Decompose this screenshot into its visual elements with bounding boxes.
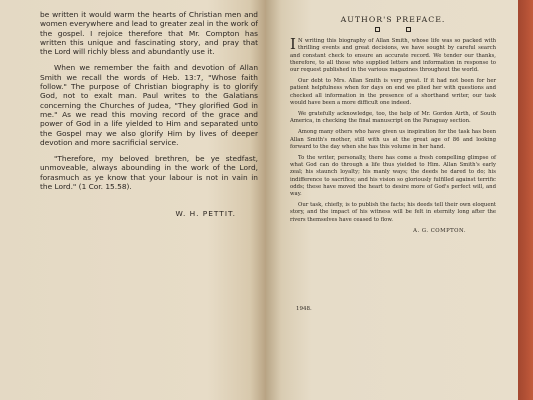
preface-paragraph-5: To the writer, personally, there has come a fresh compelling glimpse of what God can do through a life thus yielded to Him. Allan Smith's early zeal; his staunch loyalty; his manly ways; the deeds he dared to do; his indifference to sacrifice; and his vision so gloriously fulfilled against terrific odds; these have moved the heart to desire more of God's perfect will, and way. [290,155,496,198]
preface-paragraph-1 [290,35,496,74]
ornament-square-icon [375,27,380,32]
drop-cap: I [290,35,296,54]
left-page-text [40,10,258,219]
preface-year: 1948. [296,306,312,312]
left-paragraph-2: When we remember the faith and devotion of Allan Smith we recall the words of Heb. 13:7, "Whose faith follow." The purpose of Christian biography is to glorify God, not to exalt man. Paul writes to the Galatians concerning the Churches of Judea, "They glorified God in me." As we read this moving record of the grace and power of God in a life yielded to Him and separated unto the Gospel may we also glorify Him by lives of deeper devotion and more sacrificial service. [40,63,258,147]
preface-paragraph-4: Among many others who have given us inspiration for the task has been Allan Smith's mother, still with us at the great age of 86 and looking forward to the day when she has this volume in her hand. [290,129,496,150]
left-paragraph-3: "Therefore, my beloved brethren, be ye stedfast, unmoveable, always abounding in the work of the Lord, forasmuch as ye know that your labour is not in vain in the Lord." (1 Cor. 15.58). [40,154,258,192]
preface-paragraph-6: Our task, chiefly, is to publish the facts; his deeds tell their own eloquent story, and the impact of his witness will be felt in eternity long after the rivers themselves have ceased to flow. [290,202,496,223]
preface-paragraph-3: We gratefully acknowledge, too, the help of Mr. Gordon Airth, of South America, in checking the final manuscript on the Paraguay section. [290,111,496,125]
right-page-text [290,16,496,239]
preface-paragraph-1-text: N writing this biography of Allan Smith, whose life was so packed with thrilling events and great decisions, we have sought by careful search and constant check to ensure an accurate record. We tender our thanks, therefore, to all those who supplied letters and information in response to our request published in the various magazines throughout the world. [290,38,496,74]
preface-signature: A. G. COMPTON. [413,227,466,234]
preface-paragraph-2: Our debt to Mrs. Allan Smith is very great. If it had not been for her patient helpfulness when for days on end we plied her with questions and checked all information in the presence of a shorthand writer, our task would have been a more difficult one indeed. [290,78,496,106]
preface-title: AUTHOR'S PREFACE. [340,15,446,24]
left-page [0,0,266,400]
book-cover-edge [518,0,533,400]
title-ornaments [290,27,496,32]
left-signature: W. H. PETTIT. [175,209,236,219]
left-paragraph-1: be written it would warm the hearts of Christian men and women everywhere and lead to greater zeal in the work of the gospel. I rejoice therefore that Mr. Compton has written this unique and fascinating story, and pray that the Lord will richly bless and abundantly use it. [40,10,258,57]
ornament-square-icon [406,27,411,32]
